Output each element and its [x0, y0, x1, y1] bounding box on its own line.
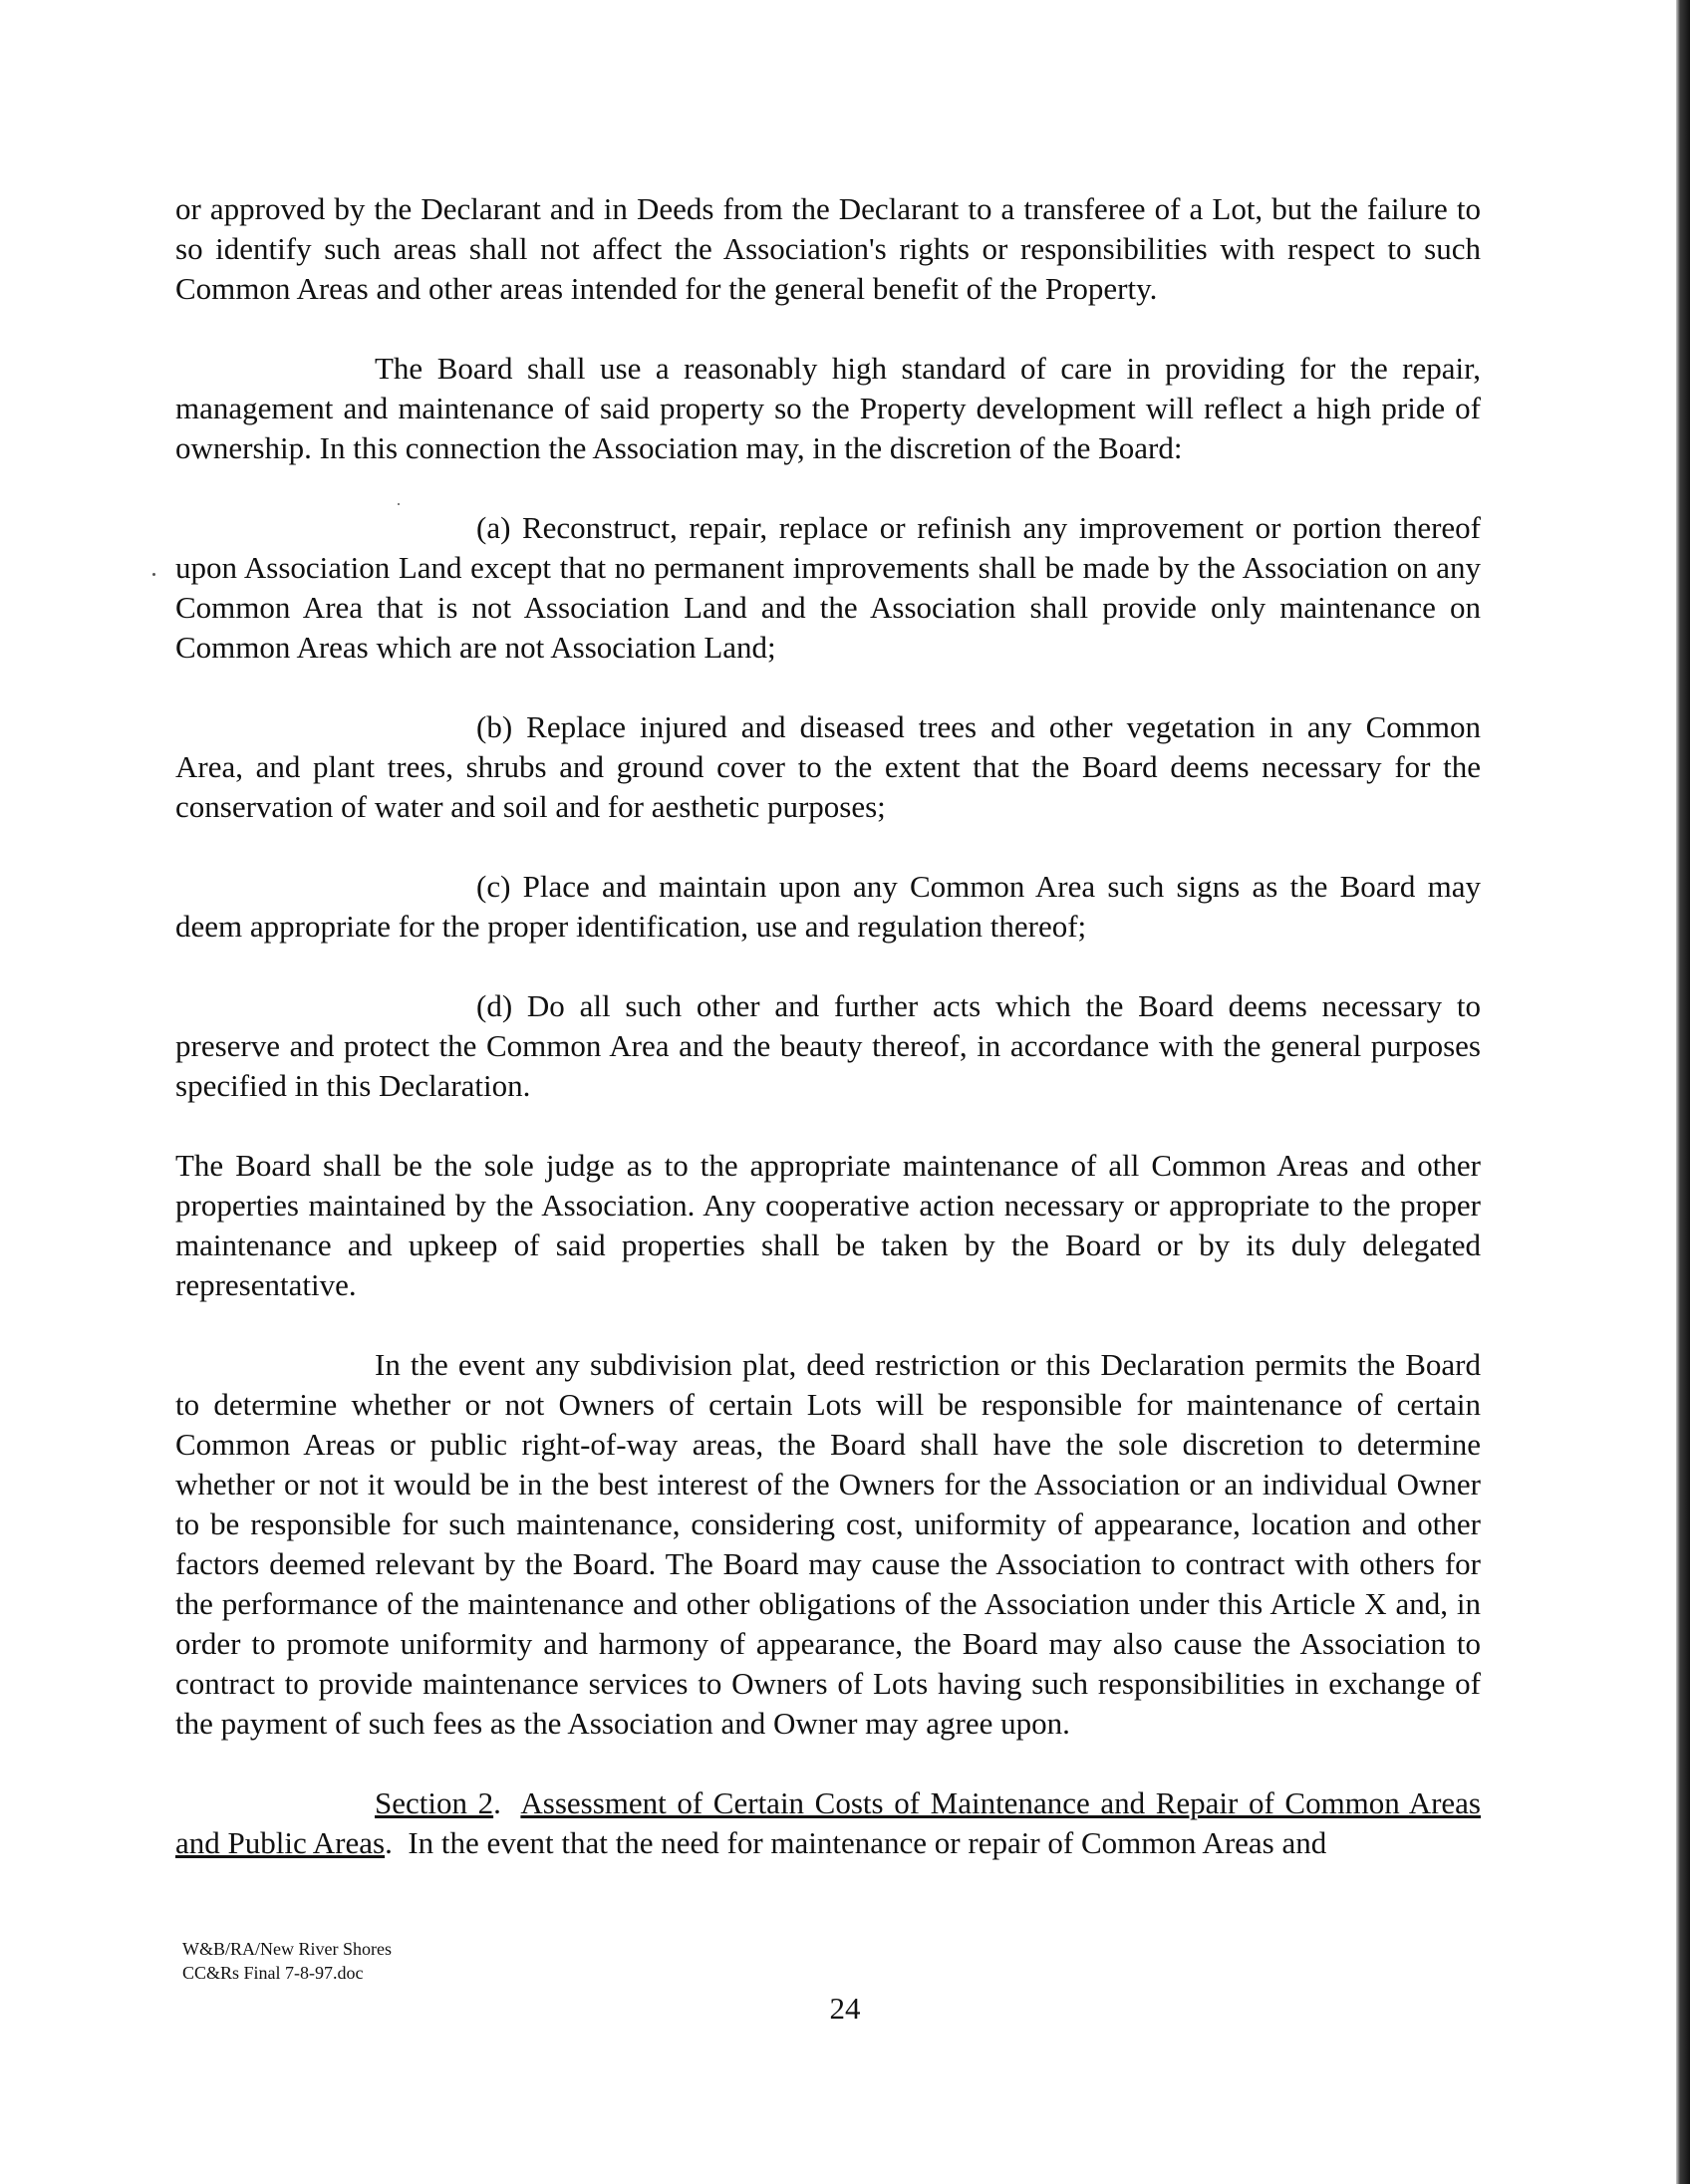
section-2-label: Section 2	[375, 1785, 494, 1820]
footer-doc-reference	[182, 1937, 392, 1985]
section-2-heading: Assessment of Certain Costs of Maintenance and Repair of Common Areas and Public Areas	[175, 1785, 1481, 1860]
scan-edge	[1676, 0, 1690, 2184]
document-body	[175, 189, 1481, 1903]
paragraph-continuation: or approved by the Declarant and in Deeds from the Declarant to a transferee of a Lot, but the failure to so identify such areas shall not affect the Association's rights or responsibilities with respect to such Common Areas and other areas intended for the general benefit of the Property.	[175, 191, 1481, 306]
list-item-b: (b) Replace injured and diseased trees and other vegetation in any Common Area, and plant trees, shrubs and ground cover to the extent that the Board deems necessary for the conservation of water and soil and for aesthetic purposes;	[175, 709, 1481, 824]
page-number: 24	[829, 1991, 861, 2026]
section-2-paragraph: Section 2. Assessment of Certain Costs of Maintenance and Repair of Common Areas and Public Areas. In the event that the need for maintenance or repair of Common Areas and	[175, 1785, 1481, 1860]
footer-line-2: CC&Rs Final 7-8-97.doc	[182, 1963, 364, 1983]
paragraph-subdivision-plat: In the event any subdivision plat, deed restriction or this Declaration permits the Board to determine whether or not Owners of certain Lots will be responsible for maintenance of certain Common Areas or public right-of-way areas, the Board shall have the sole discretion to determine whether or not it would be in the best interest of the Owners for the Association or an individual Owner to be responsible for such maintenance, considering cost, uniformity of appearance, location and other factors deemed relevant by the Board. The Board may cause the Association to contract with others for the performance of the maintenance and other obligations of the Association under this Article X and, in order to promote uniformity and harmony of appearance, the Board may also cause the Association to contract to provide maintenance services to Owners of Lots having such responsibilities in exchange of the payment of such fees as the Association and Owner may agree upon.	[175, 1347, 1481, 1741]
footer-line-1: W&B/RA/New River Shores	[182, 1939, 392, 1959]
paragraph-board-standard: The Board shall use a reasonably high standard of care in providing for the repair, management and maintenance of said property so the Property development will reflect a high pride of ownership. In this connection the Association may, in the discretion of the Board:	[175, 351, 1481, 465]
list-item-a: (a) Reconstruct, repair, replace or refinish any improvement or portion thereof upon Association Land except that no permanent improvements shall be made by the Association on any Common Area that is not Association Land and the Association shall provide only maintenance on Common Areas which are not Association Land;	[175, 510, 1481, 665]
section-2-body: In the event that the need for maintenance or repair of Common Areas and	[408, 1825, 1327, 1860]
list-item-d: (d) Do all such other and further acts which the Board deems necessary to preserve and protect the Common Area and the beauty thereof, in accordance with the general purposes specified in this Declaration.	[175, 988, 1481, 1103]
scan-speck	[152, 573, 155, 576]
paragraph-sole-judge: The Board shall be the sole judge as to the appropriate maintenance of all Common Areas and other properties maintained by the Association. Any cooperative action necessary or appropriate to the proper maintenance and upkeep of said properties shall be taken by the Board or by its duly delegated representative.	[175, 1148, 1481, 1302]
list-item-c: (c) Place and maintain upon any Common Area such signs as the Board may deem appropriate for the proper identification, use and regulation thereof;	[175, 869, 1481, 944]
